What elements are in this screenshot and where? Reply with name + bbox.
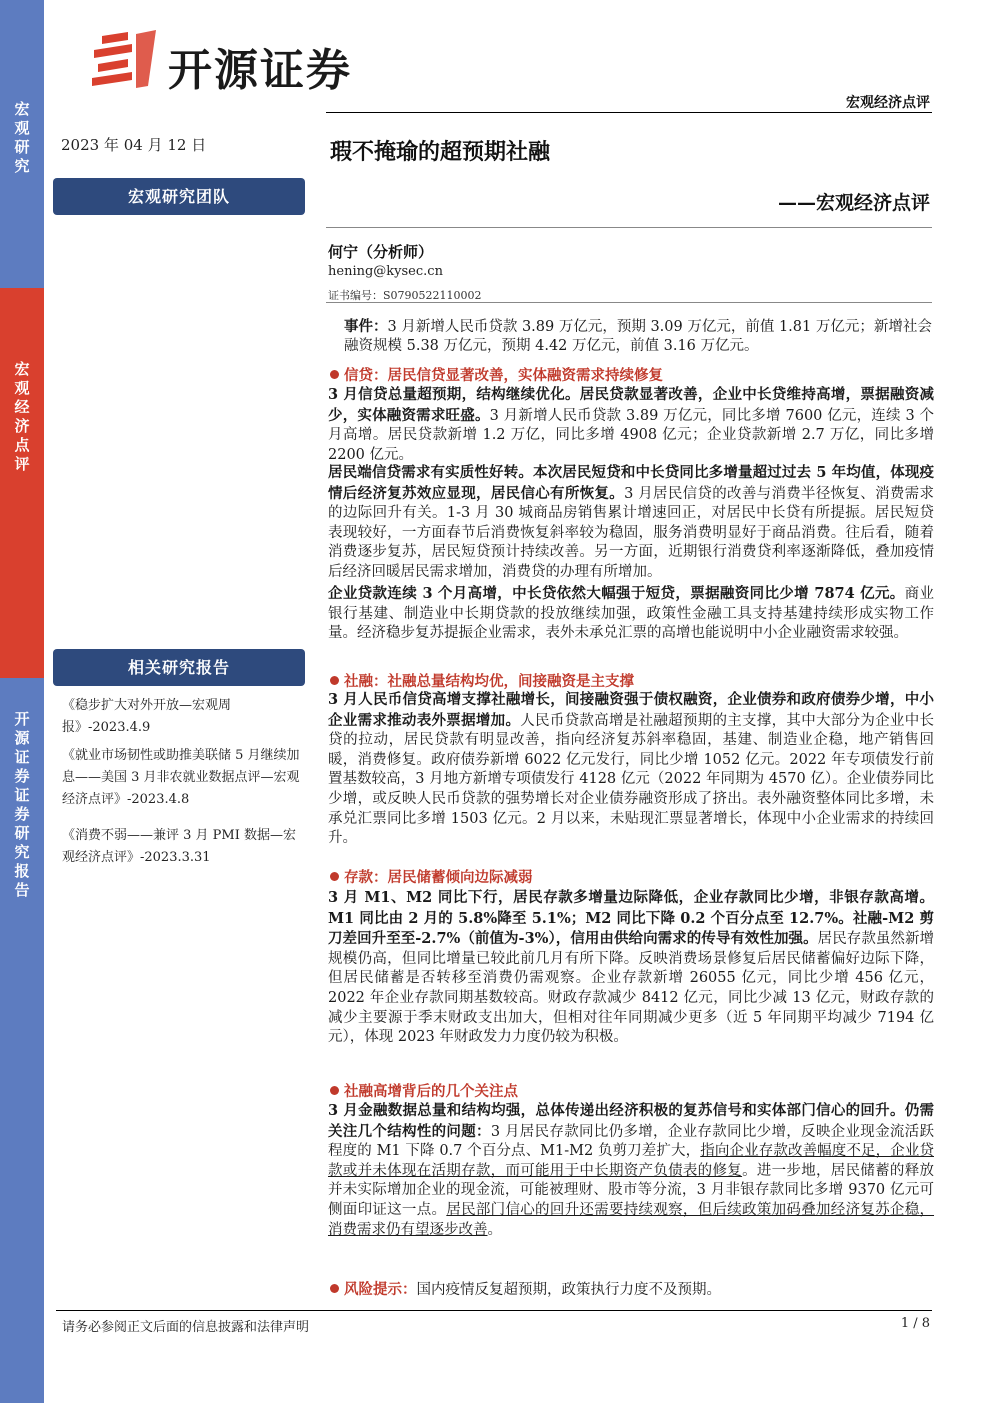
logo-wordmark: 开源证券 bbox=[168, 45, 352, 96]
related-report-3[interactable]: 《消费不弱——兼评 3 月 PMI 数据—宏观经济点评》-2023.3.31 bbox=[62, 828, 296, 865]
paragraph bbox=[328, 1101, 934, 1240]
bullet-icon bbox=[330, 1086, 339, 1095]
paragraph-lead: 3 月金融数据总量和结构均强，总体传递出经济积极的复苏信号和实体部门信心的回升。仍需关注几个结构性的问题： bbox=[328, 1102, 934, 1140]
paragraph-lead: 居民端信贷需求有实质性好转。本次居民短贷和中长贷同比多增量超过过去 5 年均值，体现疫情后经济复苏效应显现，居民信心有所恢复。 bbox=[328, 464, 934, 502]
section-heading-text: 存款：居民储蓄倾向边际减弱 bbox=[344, 869, 533, 886]
risk-warning bbox=[330, 1278, 721, 1299]
paragraph-body: 。 bbox=[487, 1221, 502, 1238]
event-summary bbox=[344, 317, 934, 356]
underlined-text: 居民部门信心的回升还需要持续观察，但后续政策加码叠加经济复苏企稳，消费需求仍有望逐步改善 bbox=[328, 1201, 935, 1238]
event-label: 事件： bbox=[344, 318, 388, 335]
header-divider bbox=[326, 112, 932, 113]
paragraph-lead: 3 月人民币信贷高增支撑社融增长，间接融资强于债权融资，企业债券和政府债券少增，中小企业需求推动表外票据增加。 bbox=[328, 691, 934, 729]
event-text: 3 月新增人民币贷款 3.89 万亿元，预期 3.09 万亿元，前值 1.81 万亿元；新增社会融资规模 5.38 万亿元，预期 4.42 万亿元，前值 3.16 万亿元。 bbox=[344, 319, 932, 354]
sidebar-strip-top bbox=[0, 0, 44, 288]
paragraph-body: 商业银行基建、制造业中长期贷款的投放继续加强，政策性金融工具支持基建持续形成实物工作量。经济稳步复苏提振企业需求，表外未承兑汇票的高增也能说明中小企业融资需求较强。 bbox=[328, 586, 934, 642]
report-subtitle: ——宏观经济点评 bbox=[777, 192, 930, 214]
related-report-2[interactable]: 《就业市场韧性或助推美联储 5 月继续加息——美国 3 月非农就业数据点评—宏观经济点评》-2023.4.8 bbox=[62, 748, 300, 807]
section-heading-financing bbox=[330, 670, 634, 691]
section-heading-text: 社融：社融总量结构均优，间接融资是主支撑 bbox=[344, 673, 634, 690]
paragraph bbox=[328, 888, 934, 1048]
section-heading-text: 信贷：居民信贷显著改善，实体融资需求持续修复 bbox=[344, 367, 663, 384]
report-date: 2023 年 04 月 12 日 bbox=[61, 136, 207, 154]
page-number: 1 / 8 bbox=[900, 1316, 930, 1331]
section-heading-focus bbox=[330, 1080, 518, 1101]
bullet-icon bbox=[330, 676, 339, 685]
bullet-icon bbox=[330, 1284, 339, 1293]
paragraph-body: 。进一步地，居民储蓄的释放并未实际增加企业的现金流，可能被理财、股市等分流，3 月非银存款同比多增 9370 亿元可侧面印证这一点。 bbox=[328, 1162, 935, 1218]
footer-divider bbox=[56, 1310, 932, 1311]
paragraph-body: 3 月居民信贷的改善与消费半径恢复、消费需求的边际回升有关。1-3 月 30 城商品房销售累计增速回正，对居民中长贷有所提振。居民短贷表现较好，一方面春节后消费恢复斜率较为稳固，服务消费明显好于商品消费。往后看，随着消费逐步复苏，居民短贷预计持续改善。另一方面，近期银行消费贷利率逐渐降低，叠加疫情后经济回暖居民需求增加，消费贷的办理有所增加。 bbox=[328, 485, 934, 580]
paragraph-body: 3 月新增人民币贷款 3.89 万亿元，同比多增 7600 亿元，连续 3 个月高增。居民贷款新增 1.2 万亿，同比多增 4908 亿元；企业贷款新增 2.7 万亿，同比多增 2200 亿元。 bbox=[328, 407, 935, 463]
paragraph bbox=[328, 690, 934, 849]
team-label-box: 宏观研究团队 bbox=[53, 178, 305, 215]
analyst-email[interactable]: hening@kysec.cn bbox=[328, 264, 443, 279]
sidebar-label-middle: 宏观经济点评 bbox=[14, 360, 30, 473]
divider bbox=[326, 302, 932, 303]
related-reports-box: 相关研究报告 bbox=[53, 649, 305, 686]
risk-text: 国内疫情反复超预期，政策执行力度不及预期。 bbox=[416, 1282, 721, 1298]
section-heading-text: 社融高增背后的几个关注点 bbox=[344, 1083, 518, 1100]
related-report-1[interactable]: 《稳步扩大对外开放—宏观周报》-2023.4.9 bbox=[62, 698, 232, 735]
bullet-icon bbox=[330, 872, 339, 881]
section-heading-credit bbox=[330, 364, 663, 385]
sidebar-label-top: 宏观研究 bbox=[14, 100, 30, 175]
paragraph bbox=[328, 385, 934, 465]
report-title: 瑕不掩瑜的超预期社融 bbox=[330, 139, 551, 165]
logo-mark-icon bbox=[88, 28, 168, 90]
section-heading-deposits bbox=[330, 866, 533, 887]
paragraph bbox=[328, 584, 934, 644]
risk-label: 风险提示： bbox=[344, 1281, 417, 1298]
analyst-cert: 证书编号：S0790522110002 bbox=[328, 289, 482, 302]
paragraph-lead: 3 月信贷总量超预期，结构继续优化。居民贷款显著改善，企业中长贷维持高增，票据融资减少，实体融资需求旺盛。 bbox=[328, 386, 934, 424]
paragraph-body: 人民币贷款高增是社融超预期的主支撑，其中大部分为企业中长贷的拉动，居民贷款有明显改善，指向经济复苏斜率稳固，基建、制造业企稳，地产销售回暖，消费修复。政府债券新增 6022 亿元发行，同比少增 1052 亿元。2022 年专项债发行前置基数较高，3 月地方新增专项债发行 4128 亿元（2022 年同期为 4570 亿）。企业债券同比少增，或反映人民币贷款的强势增长对企业债券融资形成了挤出。表外融资整体同比多增，未承兑汇票同比多增 1503 亿元。2 月以来，未贴现汇票显著增长，体现中小企业需求的持续回升。 bbox=[328, 712, 935, 847]
sidebar-strip-bottom bbox=[0, 678, 44, 1403]
paragraph bbox=[328, 463, 934, 583]
header-category: 宏观经济点评 bbox=[846, 95, 930, 111]
divider bbox=[326, 227, 932, 228]
paragraph-body: 3 月居民存款同比仍多增，企业存款同比少增，反映企业现金流活跃程度的 M1 下降 0.7 个百分点、M1-M2 负剪刀差扩大， bbox=[328, 1123, 934, 1160]
sidebar-strip-middle bbox=[0, 288, 44, 678]
paragraph-body: 居民存款虽然新增规模仍高，但同比增量已较此前几月有所下降。反映消费场景修复后居民储蓄偏好边际下降，但居民储蓄是否转移至消费仍需观察。企业存款新增 26055 亿元，同比少增 456 亿元，2022 年企业存款同期基数较高。财政存款减少 8412 亿元，同比少减 13 亿元，财政存款的减少主要源于季末财政支出加大，但相对往年同期减少更多（近 5 年同期平均减少 7194 亿元），体现 2023 年财政发力力度仍较为积极。 bbox=[328, 931, 935, 1046]
bullet-icon bbox=[330, 370, 339, 379]
sidebar-label-bottom: 开源证券证券研究报告 bbox=[14, 710, 30, 899]
footer-disclaimer: 请务必参阅正文后面的信息披露和法律声明 bbox=[62, 1320, 310, 1335]
analyst-name: 何宁（分析师） bbox=[328, 243, 434, 261]
underlined-text: 指向企业存款改善幅度不足，企业贷款或并未体现在活期存款，而可能用于中长期资产负债表的修复 bbox=[328, 1143, 934, 1179]
paragraph-lead: 3 月 M1、M2 同比下行，居民存款多增量边际降低，企业存款同比少增，非银存款高增。M1 同比由 2 月的 5.8%降至 5.1%；M2 同比下降 0.2 个百分点至 12.7%。社融-M2 剪刀差回升至至-2.7%（前值为-3%），信用由供给向需求的传导有效性加强。 bbox=[328, 889, 934, 948]
paragraph-lead: 企业贷款连续 3 个月高增，中长贷依然大幅强于短贷，票据融资同比少增 7874 亿元。 bbox=[328, 585, 905, 602]
